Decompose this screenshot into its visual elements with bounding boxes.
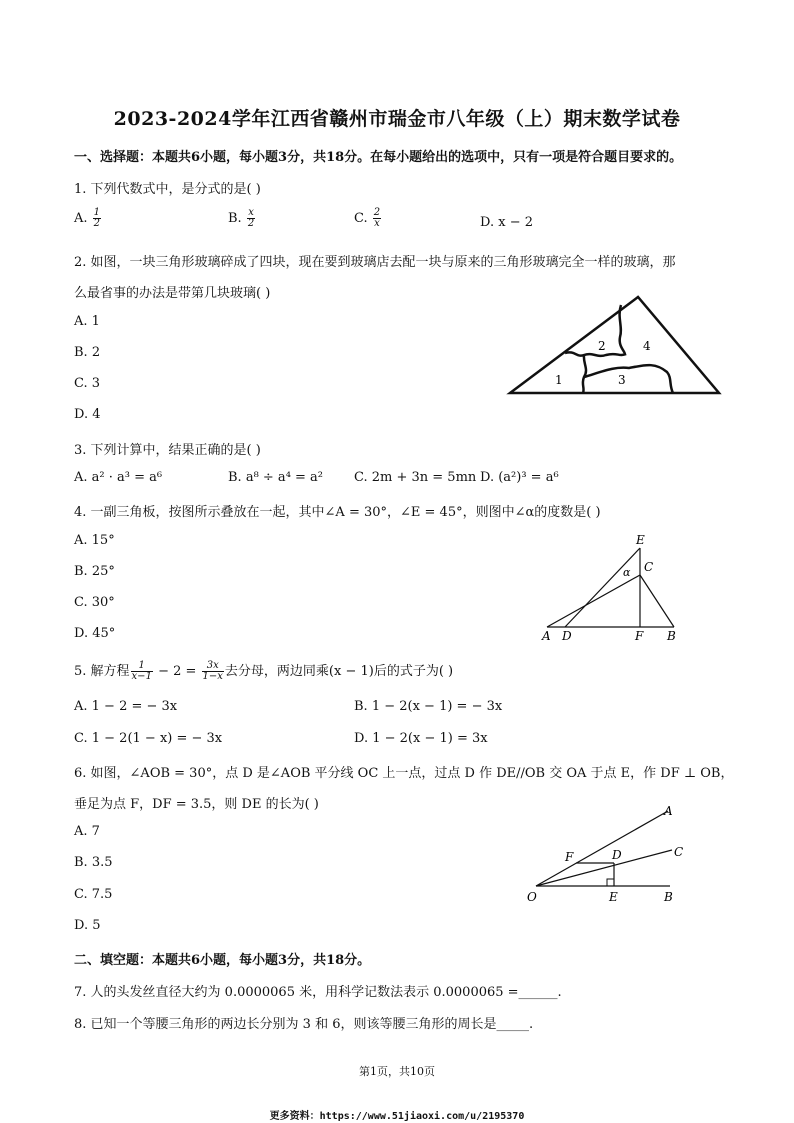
- fraction-numerator: 3x: [202, 661, 224, 672]
- question-2-option-d: D. 4: [74, 407, 101, 422]
- option-label: A.: [74, 211, 88, 226]
- option-label: C.: [354, 211, 368, 226]
- point-label-a: A: [542, 629, 551, 643]
- point-label-c: C: [644, 560, 654, 574]
- angle-label-alpha: α: [623, 566, 631, 579]
- source-link-text: 更多资料：https://www.51jiaoxi.com/u/2195370: [269, 1111, 525, 1122]
- point-label-d: D: [562, 629, 572, 643]
- point-label-f: F: [635, 629, 644, 643]
- fraction-denominator: 2: [247, 218, 255, 229]
- fraction: [131, 661, 153, 682]
- question-3-option-d: D. (a²)³ = a⁶: [480, 470, 559, 485]
- crack-line: [583, 355, 586, 393]
- question-4-option-d: D. 45°: [74, 626, 116, 641]
- piece-label-3: 3: [618, 373, 626, 387]
- point-label-f: F: [565, 850, 574, 864]
- point-label-o: O: [527, 890, 537, 904]
- question-6-option-b: B. 3.5: [74, 855, 113, 870]
- question-2-option-a: A. 1: [74, 314, 100, 329]
- question-5-option-d: D. 1 − 2(x − 1) = 3x: [354, 731, 488, 746]
- piece-label-4: 4: [643, 339, 651, 353]
- fraction-numerator: 1: [131, 661, 153, 672]
- question-4-option-c: C. 30°: [74, 595, 115, 610]
- question-1-option-a: [74, 208, 102, 229]
- question-5-option-b: B. 1 − 2(x − 1) = − 3x: [354, 699, 503, 714]
- question-6-option-c: C. 7.5: [74, 887, 113, 902]
- question-4-option-a: A. 15°: [74, 533, 115, 548]
- crack-line: [584, 365, 673, 393]
- point-label-e: E: [609, 890, 618, 904]
- question-1-option-b: [228, 208, 256, 229]
- piece-label-2: 2: [598, 339, 606, 353]
- crack-line: [565, 352, 626, 356]
- question-4-option-b: B. 25°: [74, 564, 115, 579]
- question-3-option-c: C. 2m + 3n = 5mn: [354, 470, 477, 485]
- question-2-option-b: B. 2: [74, 345, 101, 360]
- question-5-option-a: A. 1 − 2 = − 3x: [74, 699, 178, 714]
- angle-bisector-figure: [522, 800, 697, 908]
- point-label-c: C: [674, 845, 684, 859]
- point-label-b: B: [667, 629, 676, 643]
- fraction-denominator: x: [374, 218, 380, 229]
- fraction-denominator: 2: [93, 218, 101, 229]
- question-1-stem: 1. 下列代数式中，是分式的是( ): [74, 182, 261, 197]
- point-label-e: E: [636, 533, 645, 547]
- question-2-option-c: C. 3: [74, 376, 101, 391]
- piece-label-1: 1: [555, 373, 563, 387]
- fraction: [247, 208, 255, 229]
- fraction: [202, 661, 224, 682]
- section-fill-blank-heading: 二、填空题：本题共6小题，每小题3分，共18分。: [74, 953, 371, 968]
- broken-glass-triangle-figure: [505, 292, 725, 402]
- question-2-stem-line-1: 2. 如图，一块三角形玻璃碎成了四块，现在要到玻璃店去配一块与原来的三角形玻璃完全一样的玻璃，那: [74, 255, 676, 270]
- option-label: B.: [228, 211, 242, 226]
- question-6-option-d: D. 5: [74, 918, 101, 933]
- fraction-denominator: 1−x: [202, 671, 223, 682]
- question-5-option-c: C. 1 − 2(1 − x) = − 3x: [74, 731, 223, 746]
- page-number-footer: 第1页，共10页: [359, 1065, 435, 1078]
- fraction: [373, 208, 381, 229]
- triangle-outline: [510, 297, 719, 393]
- fraction-numerator: 1: [93, 207, 101, 218]
- question-3-option-b: B. a⁸ ÷ a⁴ = a²: [228, 470, 324, 485]
- fraction-denominator: x−1: [131, 671, 152, 682]
- question-6-stem-line-1: 6. 如图，∠AOB = 30°，点 D 是∠AOB 平分线 OC 上一点，过点 D 作 DE//OB 交 OA 于点 E，作 DF ⊥ OB，: [74, 766, 734, 781]
- point-label-b: B: [664, 890, 673, 904]
- fraction-numerator: x: [248, 207, 254, 218]
- section-choice-heading: 一、选择题：本题共6小题，每小题3分，共18分。在每小题给出的选项中，只有一项是符合题目要求的。: [74, 150, 683, 165]
- question-6-option-a: A. 7: [74, 824, 100, 839]
- question-6-stem-line-2: 垂足为点 F，DF = 3.5，则 DE 的长为( ): [74, 797, 319, 812]
- question-3-option-a: A. a² · a³ = a⁶: [74, 470, 163, 485]
- question-7: 7. 人的头发丝直径大约为 0.0000065 米，用科学记数法表示 0.0000065 =______.: [74, 985, 562, 1000]
- point-label-d: D: [612, 848, 622, 862]
- question-1-option-c: [354, 208, 382, 229]
- fraction-numerator: 2: [373, 207, 381, 218]
- question-4-stem: 4. 一副三角板，按图所示叠放在一起，其中∠A = 30°，∠E = 45°，则图中∠α的度数是( ): [74, 505, 601, 520]
- question-5-suffix: 去分母，两边同乘(x − 1)后的式子为( ): [224, 664, 454, 679]
- question-1-option-d: D. x − 2: [480, 215, 533, 230]
- question-5-prefix: 5. 解方程: [74, 664, 130, 679]
- page-title: 2023-2024学年江西省赣州市瑞金市八年级（上）期末数学试卷: [113, 108, 681, 130]
- question-8: 8. 已知一个等腰三角形的两边长分别为 3 和 6，则该等腰三角形的周长是_____.: [74, 1017, 534, 1032]
- question-2-stem-line-2: 么最省事的办法是带第几块玻璃( ): [74, 286, 271, 301]
- question-5-middle: − 2 =: [153, 664, 201, 679]
- fraction: [93, 208, 101, 229]
- triangle-set-squares-figure: [535, 532, 690, 644]
- point-label-a: A: [664, 804, 673, 818]
- question-3-stem: 3. 下列计算中，结果正确的是( ): [74, 443, 261, 458]
- question-5-stem: [74, 660, 453, 682]
- crack-line: [620, 305, 626, 355]
